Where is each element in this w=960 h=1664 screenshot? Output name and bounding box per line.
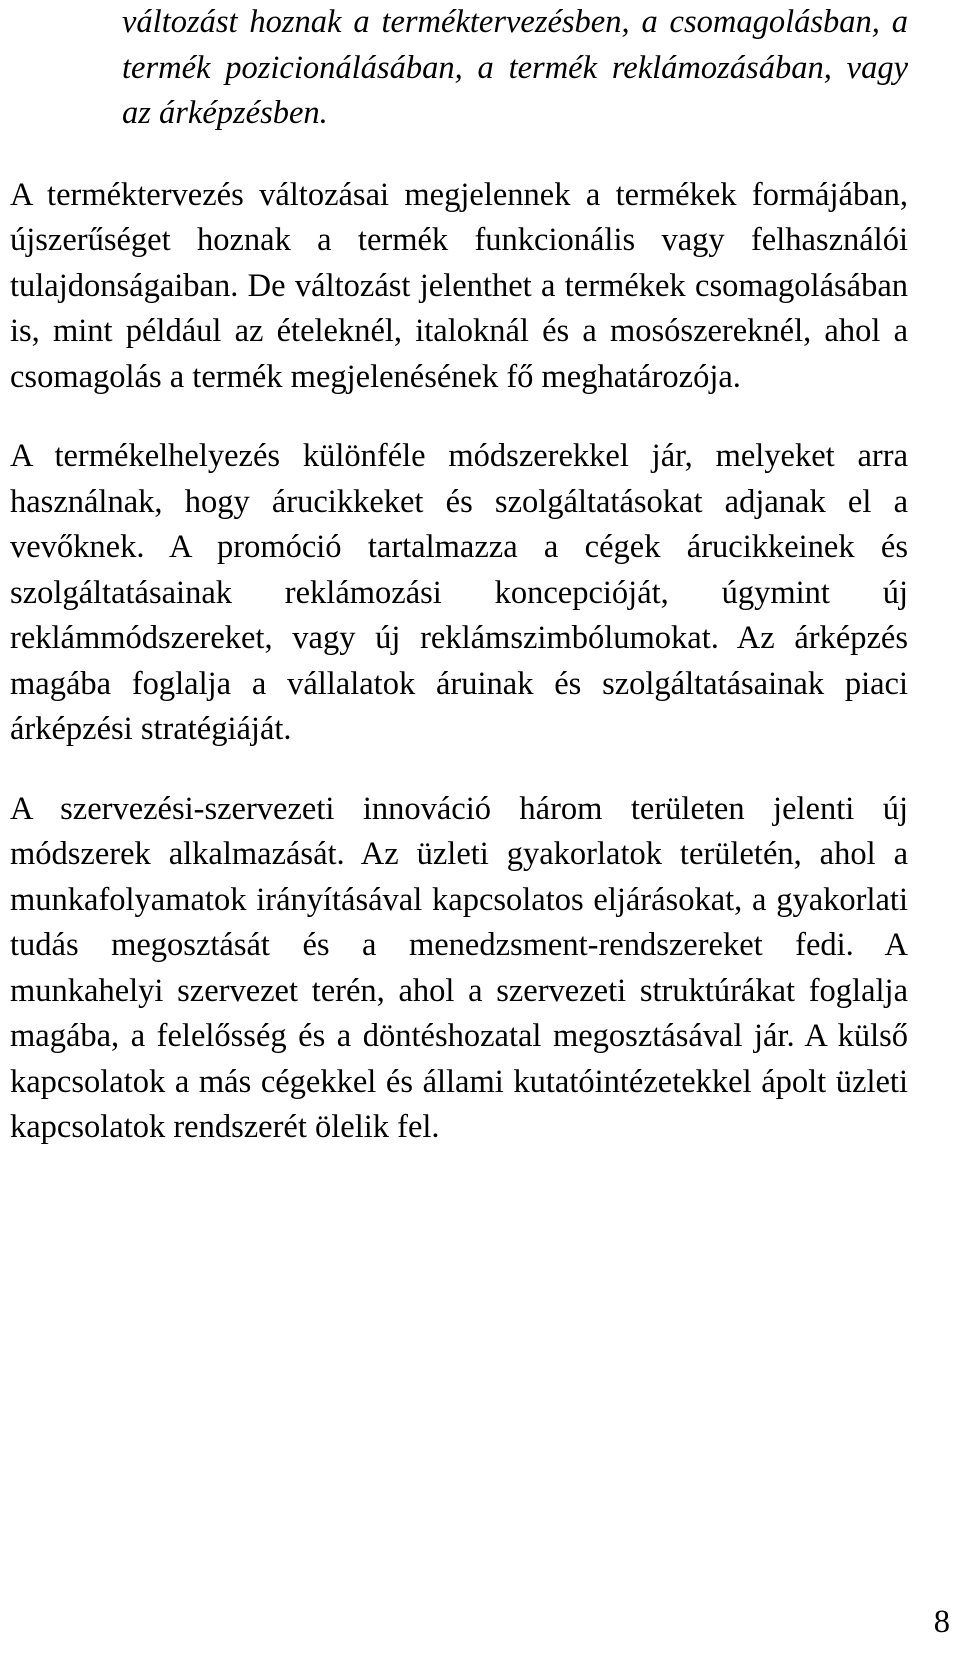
lead-italic-paragraph: változást hoznak a terméktervezésben, a csomagolásban, a termék pozicionálásában, a termék reklámozásában, vagy az árképzésben. — [122, 4, 908, 131]
document-page — [10, 0, 908, 1151]
paragraph-product-design: A terméktervezés változásai megjelennek a termékek formájában, újszerűséget hoznak a termék funkcionális vagy felhasználói tulajdonságaiban. De változást jelenthet a termékek csomagolásában is, mint például az ételeknél, italoknál és a mosószereknél, ahol a csomagolás a termék megjelenésének fő meghatározója. — [10, 176, 908, 395]
paragraph-product-placement: A termékelhelyezés különféle módszerekkel jár, melyeket arra használnak, hogy árucikkeket és szolgáltatásokat adjanak el a vevőknek. A promóció tartalmazza a cégek árucikkeinek és szolgáltatásainak reklámozási koncepcióját, úgymint új reklámmódszereket, vagy új reklámszimbólumokat. Az árképzés magába foglalja a vállalatok áruinak és szolgáltatásainak piaci árképzési stratégiáját. — [10, 438, 908, 747]
paragraph-organizational-innovation: A szervezési-szervezeti innováció három területen jelenti új módszerek alkalmazását. Az üzleti gyakorlatok területén, ahol a munkafolyamatok irányításával kapcsolatos eljárásokat, a gyakorlati tudás megosztását és a menedzsment-rendszereket fedi. A munkahelyi szervezet terén, ahol a szervezeti struktúrákat foglalja magába, a felelősség és a döntéshozatal megosztásával jár. A külső kapcsolatok a más cégekkel és állami kutatóintézetekkel ápolt üzleti kapcsolatok rendszerét ölelik fel. — [10, 790, 908, 1145]
page-number: 8 — [933, 1604, 950, 1640]
